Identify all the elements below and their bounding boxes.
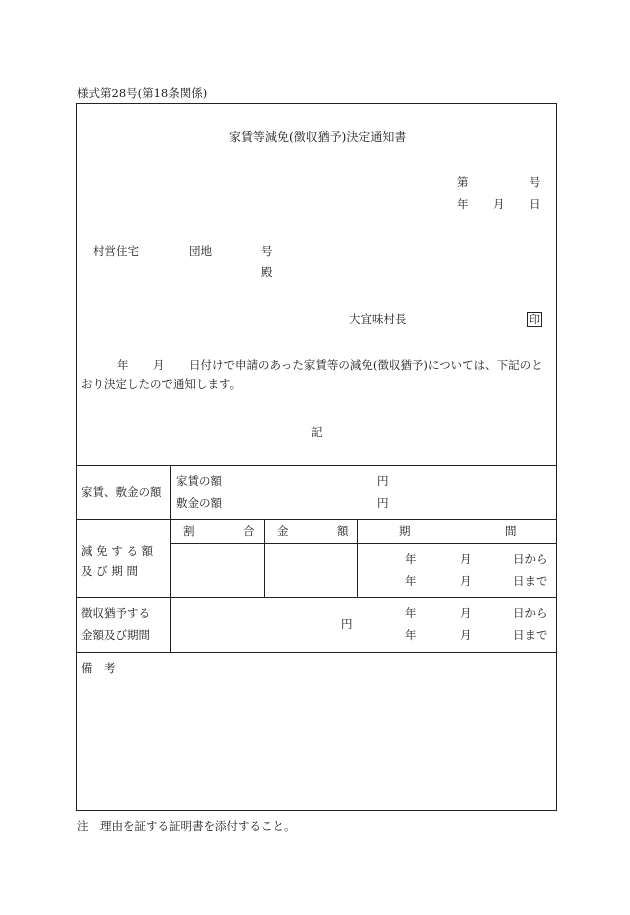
label-column-line [170,465,171,652]
form-number: 様式第28号(第18条関係) [77,86,208,100]
addressee-housing: 村営住宅 [93,244,139,258]
body-month: 月 [153,358,165,372]
body-text-line1: 日付けで申請のあった家賃等の減免(徴収猶予)については、下記のと [189,358,543,372]
header-amount-a: 金 [277,524,289,538]
reduction-label-line1: 減 免 す る 額 [81,544,154,558]
reduction-label-line2: 及 び 期 間 [81,564,138,578]
addressee-complex: 団地 [189,244,212,258]
date-year: 年 [457,197,469,211]
remarks-label: 備 考 [81,661,116,675]
deferral-from-day: 日から [513,606,548,620]
header-period-a: 期 [399,524,411,538]
deferral-from-month: 月 [460,606,472,620]
ki-heading: 記 [311,425,323,439]
addressee-unit: 号 [261,244,273,258]
doc-number-prefix: 第 [457,175,469,189]
document-title: 家賃等減免(徴収猶予)決定通知書 [229,130,407,144]
body-year: 年 [117,358,129,372]
header-ratio-a: 割 [183,524,195,538]
seal-box: 印 [529,313,540,326]
deferral-to-day: 日まで [513,628,548,642]
table-top-line [76,465,557,466]
reduction-from-month: 月 [460,552,472,566]
reduction-from-day: 日から [513,552,548,566]
deferral-label-line1: 徴収猶予する [81,606,150,620]
doc-number-suffix: 号 [529,175,541,189]
ratio-amount-divider [264,519,265,597]
rent-yen: 円 [377,474,389,488]
row1-bottom-line [76,519,557,520]
header-amount-b: 額 [337,524,349,538]
date-month: 月 [493,197,505,211]
rent-deposit-label: 家賃、敷金の額 [81,485,162,499]
deferral-from-year: 年 [405,606,417,620]
date-day: 日 [529,197,541,211]
deposit-yen: 円 [377,496,389,510]
reduction-to-month: 月 [460,574,472,588]
body-text-line2: おり決定したので通知します。 [81,377,242,391]
row2-header-line [170,543,557,544]
rent-amount-label: 家賃の額 [176,474,222,488]
form-frame [76,103,557,811]
row3-bottom-line [76,652,557,653]
amount-period-divider [357,519,358,597]
deferral-label-line2: 金額及び期間 [81,628,150,642]
deferral-to-month: 月 [460,628,472,642]
row2-bottom-line [76,597,557,598]
deferral-yen: 円 [341,617,353,631]
reduction-to-day: 日まで [513,574,548,588]
reduction-from-year: 年 [405,552,417,566]
issuer-name: 大宜味村長 [349,312,407,326]
reduction-to-year: 年 [405,574,417,588]
addressee-honorific: 殿 [261,265,273,279]
deposit-amount-label: 敷金の額 [176,496,222,510]
header-ratio-b: 合 [243,524,255,538]
deferral-to-year: 年 [405,628,417,642]
header-period-b: 間 [505,524,517,538]
footnote: 注 理由を証する証明書を添付すること。 [77,819,296,833]
